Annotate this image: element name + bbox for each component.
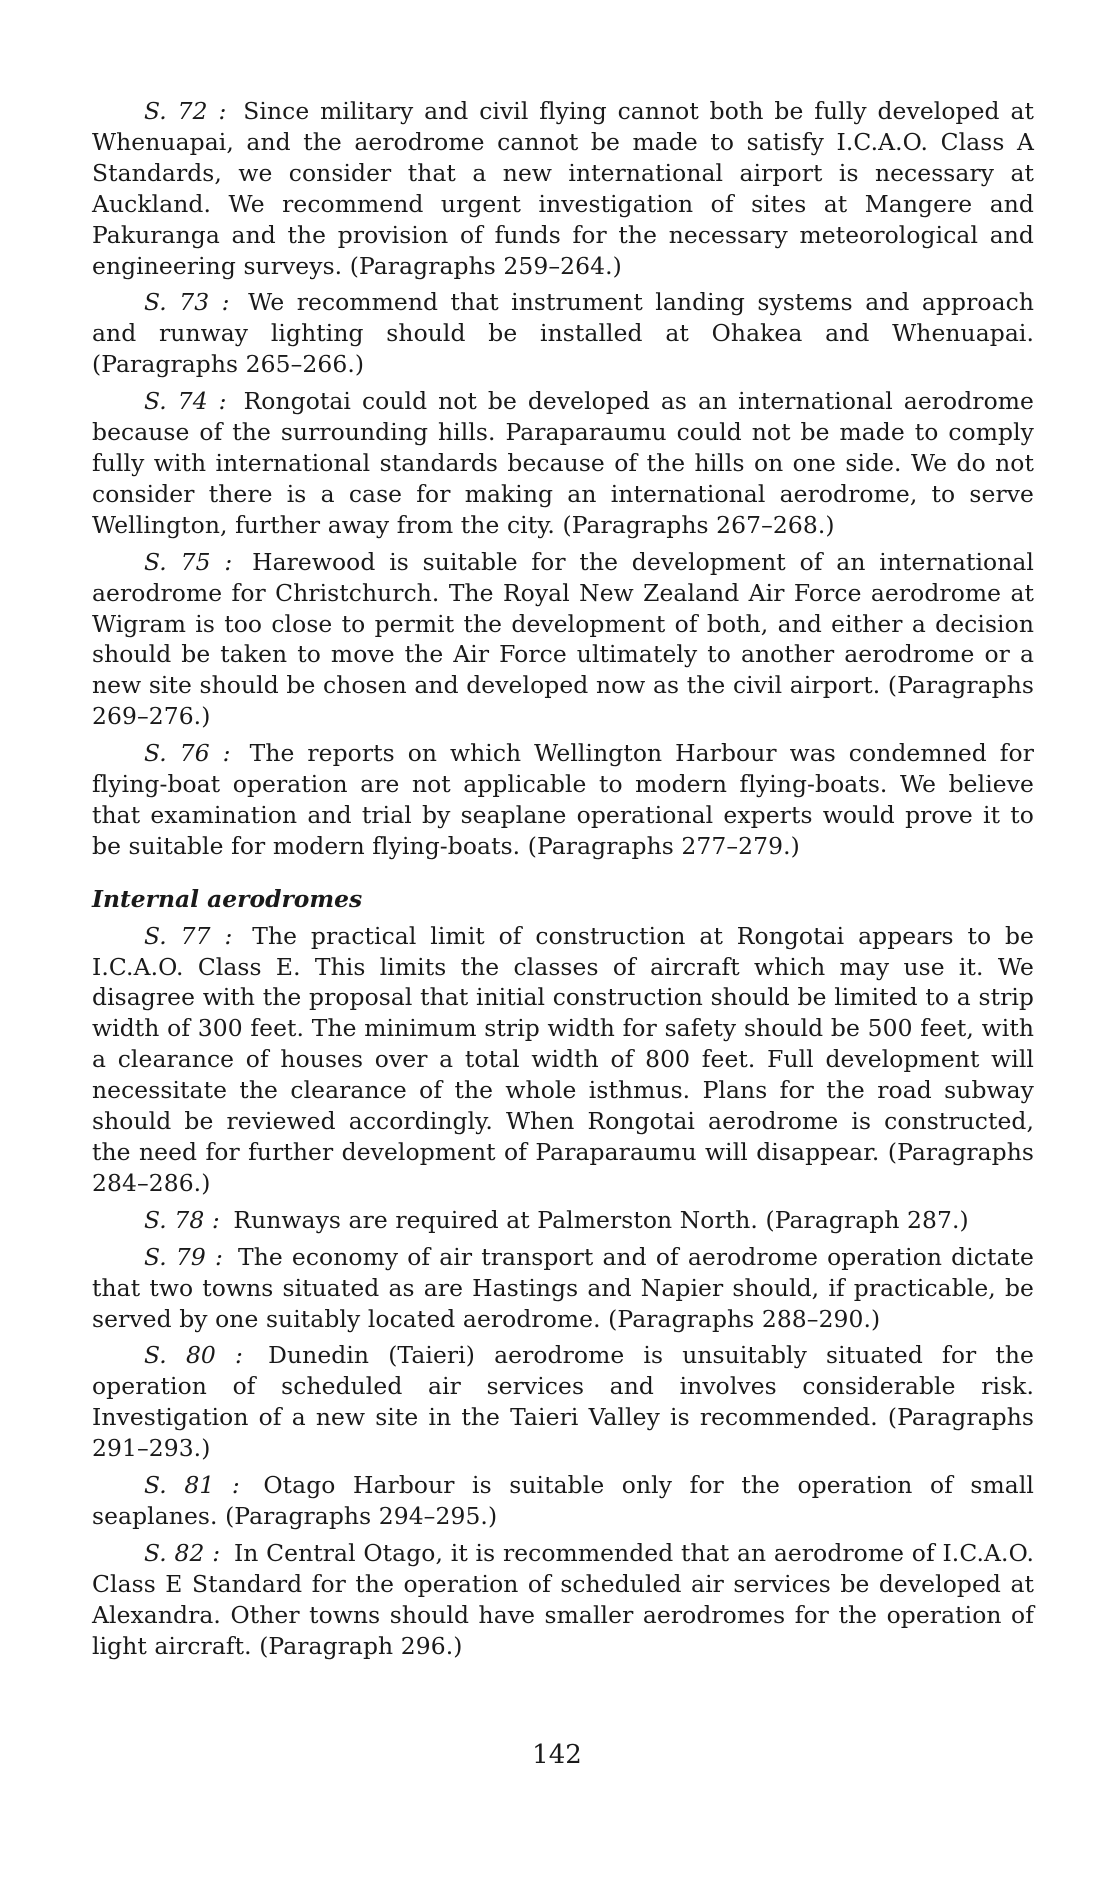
paragraph-ref: S. 78 : xyxy=(144,1205,220,1234)
section-heading: Internal aerodromes xyxy=(92,884,363,913)
page-number: 142 xyxy=(532,1740,582,1770)
document-page xyxy=(92,96,1034,1668)
paragraph-ref: S. 81 : xyxy=(144,1471,240,1500)
paragraph-text: The reports on which Wellington Harbour was condemned for flying-boat operation are not applicable to modern flying-boats. We believe that examination and trial by seaplane operational experts would prove it to be suitable for modern flying-boats. (Paragraphs 277–279.) xyxy=(92,739,1034,860)
paragraph-ref: S. 72 : xyxy=(144,97,227,125)
paragraph-s79 xyxy=(92,1242,1034,1335)
paragraph-text: Runways are required at Palmerston North. (Paragraph 287.) xyxy=(233,1205,969,1234)
paragraph-text: Otago Harbour is suitable only for the operation of small seaplanes. (Paragraphs 294–295.) xyxy=(92,1471,1035,1530)
paragraph-s72 xyxy=(92,96,1034,281)
paragraph-ref: S. 74 : xyxy=(144,387,227,416)
paragraph-ref: S. 80 : xyxy=(144,1341,244,1370)
paragraph-text: We recommend that instrument landing systems and approach and runway lighting should be installed at Ohakea and Whenuapai. (Paragraphs 265–266.) xyxy=(92,288,1034,379)
paragraph-text: Rongotai could not be developed as an international aerodrome because of the surrounding hills. Paraparaumu could not be made to comply fully with international standards because of the hills on one side. We do not consider there is a case for making an international aerodrome, to serve Wellington, further away from the city. (Paragraphs 267–268.) xyxy=(92,387,1034,539)
paragraph-s73 xyxy=(92,287,1034,380)
paragraph-s81 xyxy=(92,1470,1034,1532)
paragraph-ref: S. 76 : xyxy=(144,739,231,768)
paragraph-s75 xyxy=(92,547,1034,732)
paragraph-ref: S. 82 : xyxy=(144,1538,221,1567)
paragraph-ref: S. 75 : xyxy=(144,547,233,576)
paragraph-s76 xyxy=(92,738,1034,862)
paragraph-s77 xyxy=(92,921,1034,1199)
paragraph-text: The practical limit of construction at Rongotai appears to be I.C.A.O. Class E. This limits the classes of aircraft which may use it. We disagree with the proposal that initial construction should be limited to a strip width of 300 feet. The minimum strip width for safety should be 500 feet, with a clearance of houses over a total width of 800 feet. Full development will necessitate the clearance of the whole isthmus. Plans for the road subway should be reviewed accordingly. When Rongotai aerodrome is constructed, the need for further development of Paraparaumu will disappear. (Paragraphs 284–286.) xyxy=(92,921,1034,1197)
paragraph-text: In Central Otago, it is recommended that an aerodrome of I.C.A.O. Class E Standard for the operation of scheduled air services be developed at Alexandra. Other towns should have smaller aerodromes for the operation of light aircraft. (Paragraph 296.) xyxy=(92,1538,1035,1660)
paragraph-s78 xyxy=(92,1205,1034,1236)
paragraph-s82 xyxy=(92,1538,1034,1662)
paragraph-ref: S. 73 : xyxy=(144,288,230,317)
paragraph-s74 xyxy=(92,386,1034,541)
paragraph-text: The economy of air transport and of aerodrome operation dictate that two towns situated as are Hastings and Napier should, if practicable, be served by one suitably located aerodrome. (Paragraphs 288–290.) xyxy=(92,1242,1034,1333)
paragraph-text: Since military and civil flying cannot both be fully developed at Whenuapai, and the aerodrome cannot be made to satisfy I.C.A.O. Class A Standards, we consider that a new international airport is necessary at Auckland. We recommend urgent investigation of sites at Mangere and Pakuranga and the provision of funds for the necessary meteorological and engineering surveys. (Paragraphs 259–264.) xyxy=(92,97,1034,280)
paragraph-ref: S. 77 : xyxy=(144,921,233,950)
paragraph-s80 xyxy=(92,1340,1034,1464)
paragraph-text: Dunedin (Taieri) aerodrome is unsuitably situated for the operation of scheduled air services and involves considerable risk. Investigation of a new site in the Taieri Valley is recommended. (Paragraphs 291–293.) xyxy=(92,1341,1035,1463)
paragraph-text: Harewood is suitable for the development of an international aerodrome for Christchurch. The Royal New Zealand Air Force aerodrome at Wigram is too close to permit the development of both, and either a decision should be taken to move the Air Force ultimately to another aerodrome or a new site should be chosen and developed now as the civil airport. (Paragraphs 269–276.) xyxy=(92,547,1034,731)
paragraph-ref: S. 79 : xyxy=(144,1242,223,1271)
